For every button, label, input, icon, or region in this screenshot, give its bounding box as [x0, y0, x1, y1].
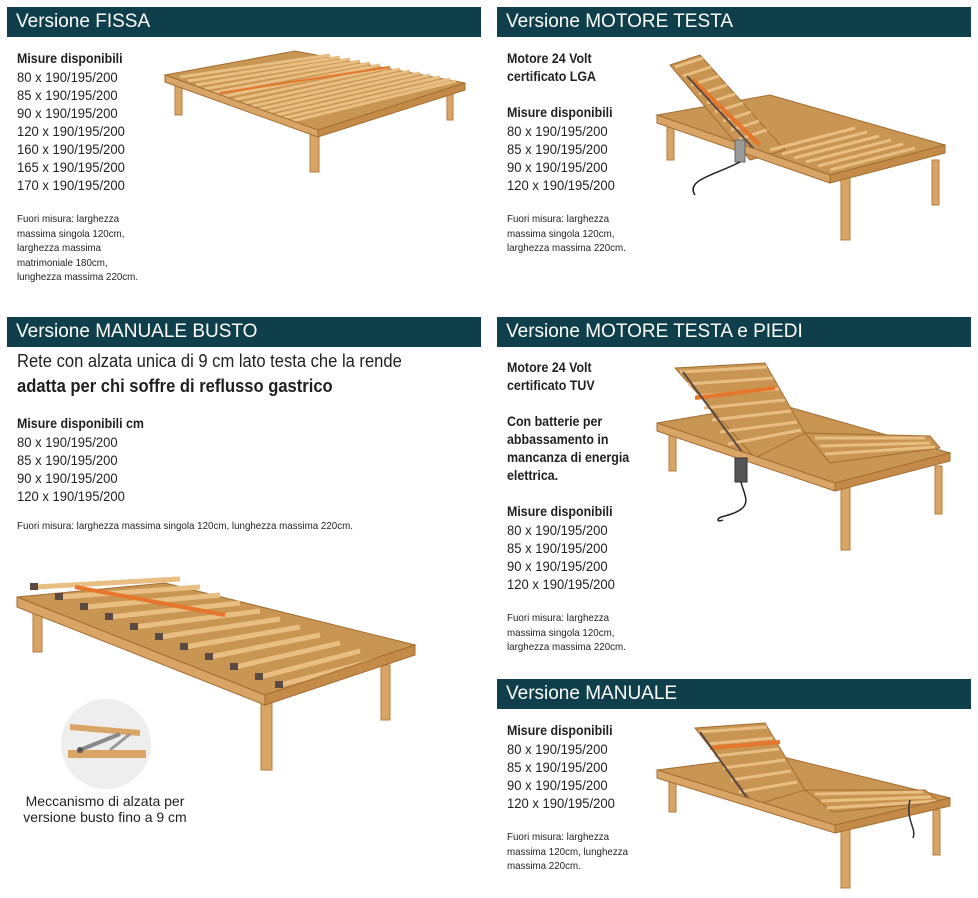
lift-mechanism-image	[60, 698, 152, 790]
fixed-bed-image	[160, 45, 475, 180]
motor-spec: Motore 24 Volt certificato TUV	[507, 360, 595, 393]
size-item: 120 x 190/195/200	[17, 488, 125, 504]
size-item: 120 x 190/195/200	[507, 177, 615, 193]
section-header-motore-testa-piedi	[497, 317, 971, 347]
section-body-manuale-busto	[17, 349, 435, 534]
section-title-motore-testa-piedi: Versione MOTORE TESTA e PIEDI	[506, 321, 803, 342]
sizes-label: Misure disponibili	[17, 51, 123, 66]
size-item: 90 x 190/195/200	[507, 159, 608, 175]
motor-spec: Motore 24 Volt certificato LGA	[507, 51, 597, 84]
custom-size-note: Fuori misura: larghezza massima singola 120cm, larghezza massima matrimoniale 180cm, lunghezza massima 220cm.	[17, 213, 139, 283]
manual-bed-image	[655, 720, 960, 892]
section-title-fissa: Versione FISSA	[16, 11, 151, 32]
size-item: 85 x 190/195/200	[17, 87, 118, 103]
size-item: 80 x 190/195/200	[507, 522, 608, 538]
section-title-motore-testa: Versione MOTORE TESTA	[506, 11, 734, 32]
sizes-list	[507, 122, 635, 194]
section-title-manuale: Versione MANUALE	[506, 683, 678, 704]
intro-text-bold: adatta per chi soffre di reflusso gastrico	[17, 376, 333, 396]
section-header-manuale	[497, 679, 971, 709]
size-item: 80 x 190/195/200	[17, 69, 118, 85]
motor-head-foot-bed-image	[655, 358, 960, 553]
size-item: 165 x 190/195/200	[17, 159, 125, 175]
sizes-label: Misure disponibili	[507, 504, 613, 519]
sizes-label: Misure disponibili cm	[17, 416, 144, 431]
size-item: 90 x 190/195/200	[17, 105, 118, 121]
sizes-list	[17, 68, 147, 194]
size-item: 160 x 190/195/200	[17, 141, 125, 157]
size-item: 90 x 190/195/200	[507, 777, 608, 793]
size-item: 90 x 190/195/200	[17, 470, 118, 486]
custom-size-note: Fuori misura: larghezza massima 120cm, lunghezza massima 220cm.	[507, 831, 629, 872]
section-header-fissa	[7, 7, 481, 37]
intro-text: Rete con alzata unica di 9 cm lato testa che la rende	[17, 351, 402, 371]
size-item: 120 x 190/195/200	[507, 576, 615, 592]
size-item: 80 x 190/195/200	[507, 123, 608, 139]
sizes-list	[507, 740, 637, 812]
section-body-motore-testa	[507, 50, 635, 256]
sizes-list	[17, 433, 435, 505]
size-item: 80 x 190/195/200	[507, 741, 608, 757]
sizes-label: Misure disponibili	[507, 723, 613, 738]
section-body-manuale	[507, 722, 637, 874]
section-body-fissa	[17, 50, 147, 285]
size-item: 120 x 190/195/200	[507, 795, 615, 811]
size-item: 85 x 190/195/200	[17, 452, 118, 468]
size-item: 85 x 190/195/200	[507, 759, 608, 775]
battery-note: Con batterie per abbassamento in mancanza di energia elettrica.	[507, 414, 630, 483]
size-item: 85 x 190/195/200	[507, 540, 608, 556]
size-item: 90 x 190/195/200	[507, 558, 608, 574]
section-header-manuale-busto	[7, 317, 481, 347]
custom-size-note: Fuori misura: larghezza massima singola 120cm, larghezza massima 220cm.	[507, 612, 626, 653]
section-header-motore-testa	[497, 7, 971, 37]
section-body-motore-testa-piedi	[507, 359, 640, 655]
size-item: 120 x 190/195/200	[17, 123, 125, 139]
sizes-list	[507, 521, 640, 593]
custom-size-note: Fuori misura: larghezza massima singola 120cm, lunghezza massima 220cm.	[17, 520, 353, 532]
motor-head-bed-image	[655, 50, 955, 245]
custom-size-note: Fuori misura: larghezza massima singola 120cm, larghezza massima 220cm.	[507, 213, 626, 254]
size-item: 170 x 190/195/200	[17, 177, 125, 193]
section-title-manuale-busto: Versione MANUALE BUSTO	[16, 321, 258, 342]
sizes-label: Misure disponibili	[507, 105, 613, 120]
size-item: 85 x 190/195/200	[507, 141, 608, 157]
size-item: 80 x 190/195/200	[17, 434, 118, 450]
mechanism-caption: Meccanismo di alzata per versione busto fino a 9 cm	[23, 793, 187, 825]
